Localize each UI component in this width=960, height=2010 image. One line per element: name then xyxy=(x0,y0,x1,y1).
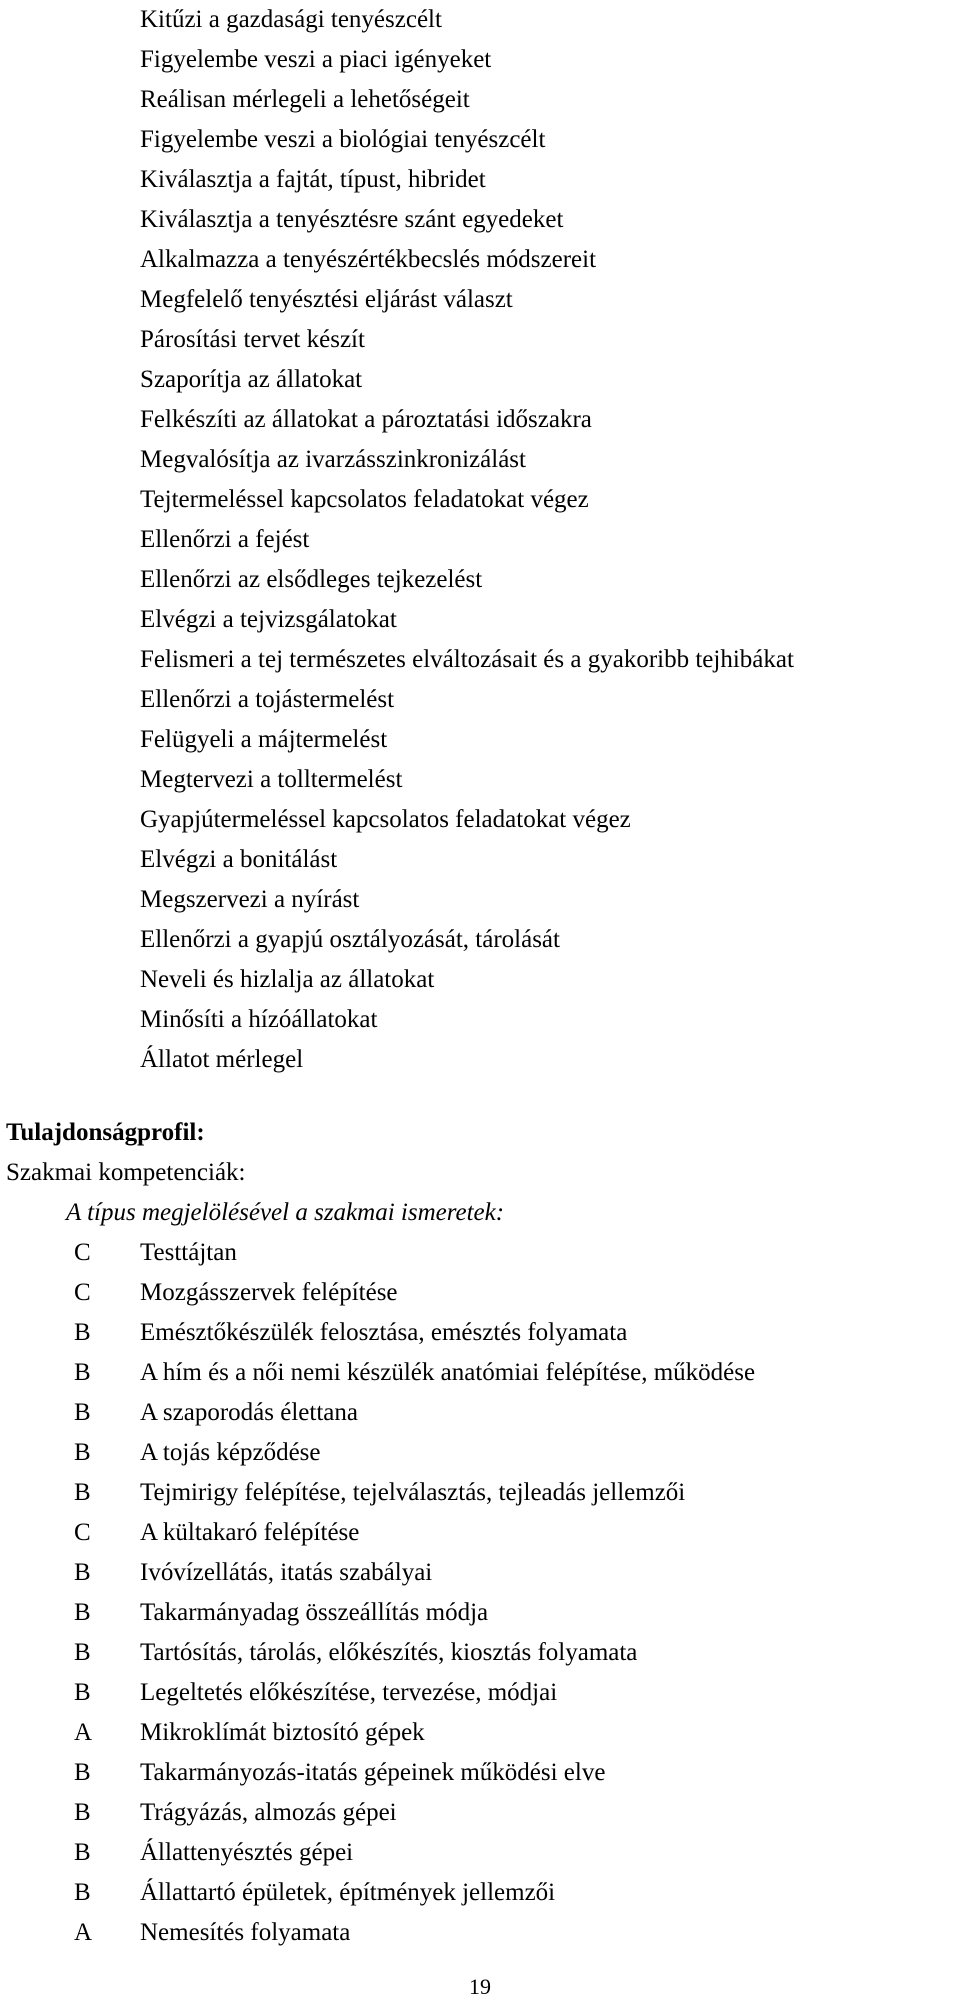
level-code: C xyxy=(74,1279,91,1306)
knowledge-text: Állattenyésztés gépei xyxy=(140,1839,354,1866)
knowledge-text: Tartósítás, tárolás, előkészítés, kiosztás folyamata xyxy=(140,1639,638,1666)
knowledge-item xyxy=(0,1633,960,1673)
level-code: B xyxy=(74,1679,91,1706)
knowledge-item xyxy=(0,1553,960,1593)
level-code: C xyxy=(74,1519,91,1546)
task-item: Neveli és hizlalja az állatokat xyxy=(140,966,435,993)
knowledge-text: Takarmányadag összeállítás módja xyxy=(140,1599,489,1626)
task-item: Ellenőrzi a tojástermelést xyxy=(140,686,395,713)
task-item: Minősíti a hízóállatokat xyxy=(140,1006,378,1033)
task-item: Szaporítja az állatokat xyxy=(140,366,363,393)
knowledge-item xyxy=(0,1713,960,1753)
task-item: Kiválasztja a fajtát, típust, hibridet xyxy=(140,166,486,193)
knowledge-item xyxy=(0,1753,960,1793)
knowledge-text: A szaporodás élettana xyxy=(140,1399,358,1426)
level-code: B xyxy=(74,1399,91,1426)
task-item: Felügyeli a májtermelést xyxy=(140,726,388,753)
task-item: Ellenőrzi a gyapjú osztályozását, tárolását xyxy=(140,926,560,953)
task-item: Elvégzi a tejvizsgálatokat xyxy=(140,606,397,633)
task-list xyxy=(140,0,794,1080)
knowledge-text: A kültakaró felépítése xyxy=(140,1519,360,1546)
knowledge-text: A tojás képződése xyxy=(140,1439,321,1466)
knowledge-text: Állattartó épületek, építmények jellemzői xyxy=(140,1879,556,1906)
knowledge-item xyxy=(0,1793,960,1833)
level-code: B xyxy=(74,1479,91,1506)
knowledge-item xyxy=(0,1393,960,1433)
knowledge-item xyxy=(0,1233,960,1273)
level-code: A xyxy=(74,1719,93,1746)
knowledge-text: Mozgásszervek felépítése xyxy=(140,1279,398,1306)
level-code: B xyxy=(74,1319,91,1346)
level-code: B xyxy=(74,1799,91,1826)
knowledge-text: Emésztőkészülék felosztása, emésztés folyamata xyxy=(140,1319,628,1346)
task-item: Megfelelő tenyésztési eljárást választ xyxy=(140,286,513,313)
knowledge-item xyxy=(0,1473,960,1513)
level-code: A xyxy=(74,1919,93,1946)
knowledge-item xyxy=(0,1673,960,1713)
knowledge-item xyxy=(0,1833,960,1873)
knowledge-text: A hím és a női nemi készülék anatómiai felépítése, működése xyxy=(140,1359,756,1386)
knowledge-text: Testtájtan xyxy=(140,1239,237,1266)
task-item: Kitűzi a gazdasági tenyészcélt xyxy=(140,6,442,33)
knowledge-item xyxy=(0,1313,960,1353)
knowledge-text: Tejmirigy felépítése, tejelválasztás, tejleadás jellemzői xyxy=(140,1479,686,1506)
level-code: B xyxy=(74,1559,91,1586)
task-item: Megszervezi a nyírást xyxy=(140,886,360,913)
knowledge-text: Legeltetés előkészítése, tervezése, módjai xyxy=(140,1679,558,1706)
knowledge-text: Nemesítés folyamata xyxy=(140,1919,351,1946)
task-item: Felismeri a tej természetes elváltozásait és a gyakoribb tejhibákat xyxy=(140,646,794,673)
task-item: Alkalmazza a tenyészértékbecslés módszereit xyxy=(140,246,597,273)
task-item: Kiválasztja a tenyésztésre szánt egyedeket xyxy=(140,206,564,233)
knowledge-item xyxy=(0,1353,960,1393)
level-code: B xyxy=(74,1639,91,1666)
knowledge-item xyxy=(0,1433,960,1473)
knowledge-item xyxy=(0,1593,960,1633)
task-item: Megtervezi a tolltermelést xyxy=(140,766,403,793)
task-item: Elvégzi a bonitálást xyxy=(140,846,338,873)
page-number: 19 xyxy=(469,1974,491,1999)
knowledge-list xyxy=(0,1233,960,1953)
task-item: Megvalósítja az ivarzásszinkronizálást xyxy=(140,446,526,473)
level-code: B xyxy=(74,1879,91,1906)
level-code: C xyxy=(74,1239,91,1266)
competence-label: Szakmai kompetenciák: xyxy=(6,1159,246,1186)
knowledge-text: Ivóvízellátás, itatás szabályai xyxy=(140,1559,433,1586)
task-item: Felkészíti az állatokat a pároztatási időszakra xyxy=(140,406,592,433)
level-code: B xyxy=(74,1599,91,1626)
knowledge-item xyxy=(0,1273,960,1313)
knowledge-item xyxy=(0,1513,960,1553)
profile-heading: Tulajdonságprofil: xyxy=(6,1119,205,1146)
task-item: Állatot mérlegel xyxy=(140,1046,304,1073)
level-code: B xyxy=(74,1759,91,1786)
task-item: Párosítási tervet készít xyxy=(140,326,365,353)
knowledge-item xyxy=(0,1913,960,1953)
task-item: Reálisan mérlegeli a lehetőségeit xyxy=(140,86,470,113)
task-item: Figyelembe veszi a biológiai tenyészcélt xyxy=(140,126,546,153)
level-code: B xyxy=(74,1359,91,1386)
task-item: Gyapjútermeléssel kapcsolatos feladatokat végez xyxy=(140,806,631,833)
level-code: B xyxy=(74,1839,91,1866)
task-item: Figyelembe veszi a piaci igényeket xyxy=(140,46,492,73)
knowledge-item xyxy=(0,1873,960,1913)
task-item: Tejtermeléssel kapcsolatos feladatokat végez xyxy=(140,486,589,513)
level-code: B xyxy=(74,1439,91,1466)
task-item: Ellenőrzi a fejést xyxy=(140,526,310,553)
knowledge-text: Mikroklímát biztosító gépek xyxy=(140,1719,425,1746)
task-item: Ellenőrzi az elsődleges tejkezelést xyxy=(140,566,483,593)
knowledge-type-heading: A típus megjelölésével a szakmai ismeretek: xyxy=(66,1199,505,1226)
knowledge-text: Takarmányozás-itatás gépeinek működési elve xyxy=(140,1759,606,1786)
knowledge-text: Trágyázás, almozás gépei xyxy=(140,1799,397,1826)
